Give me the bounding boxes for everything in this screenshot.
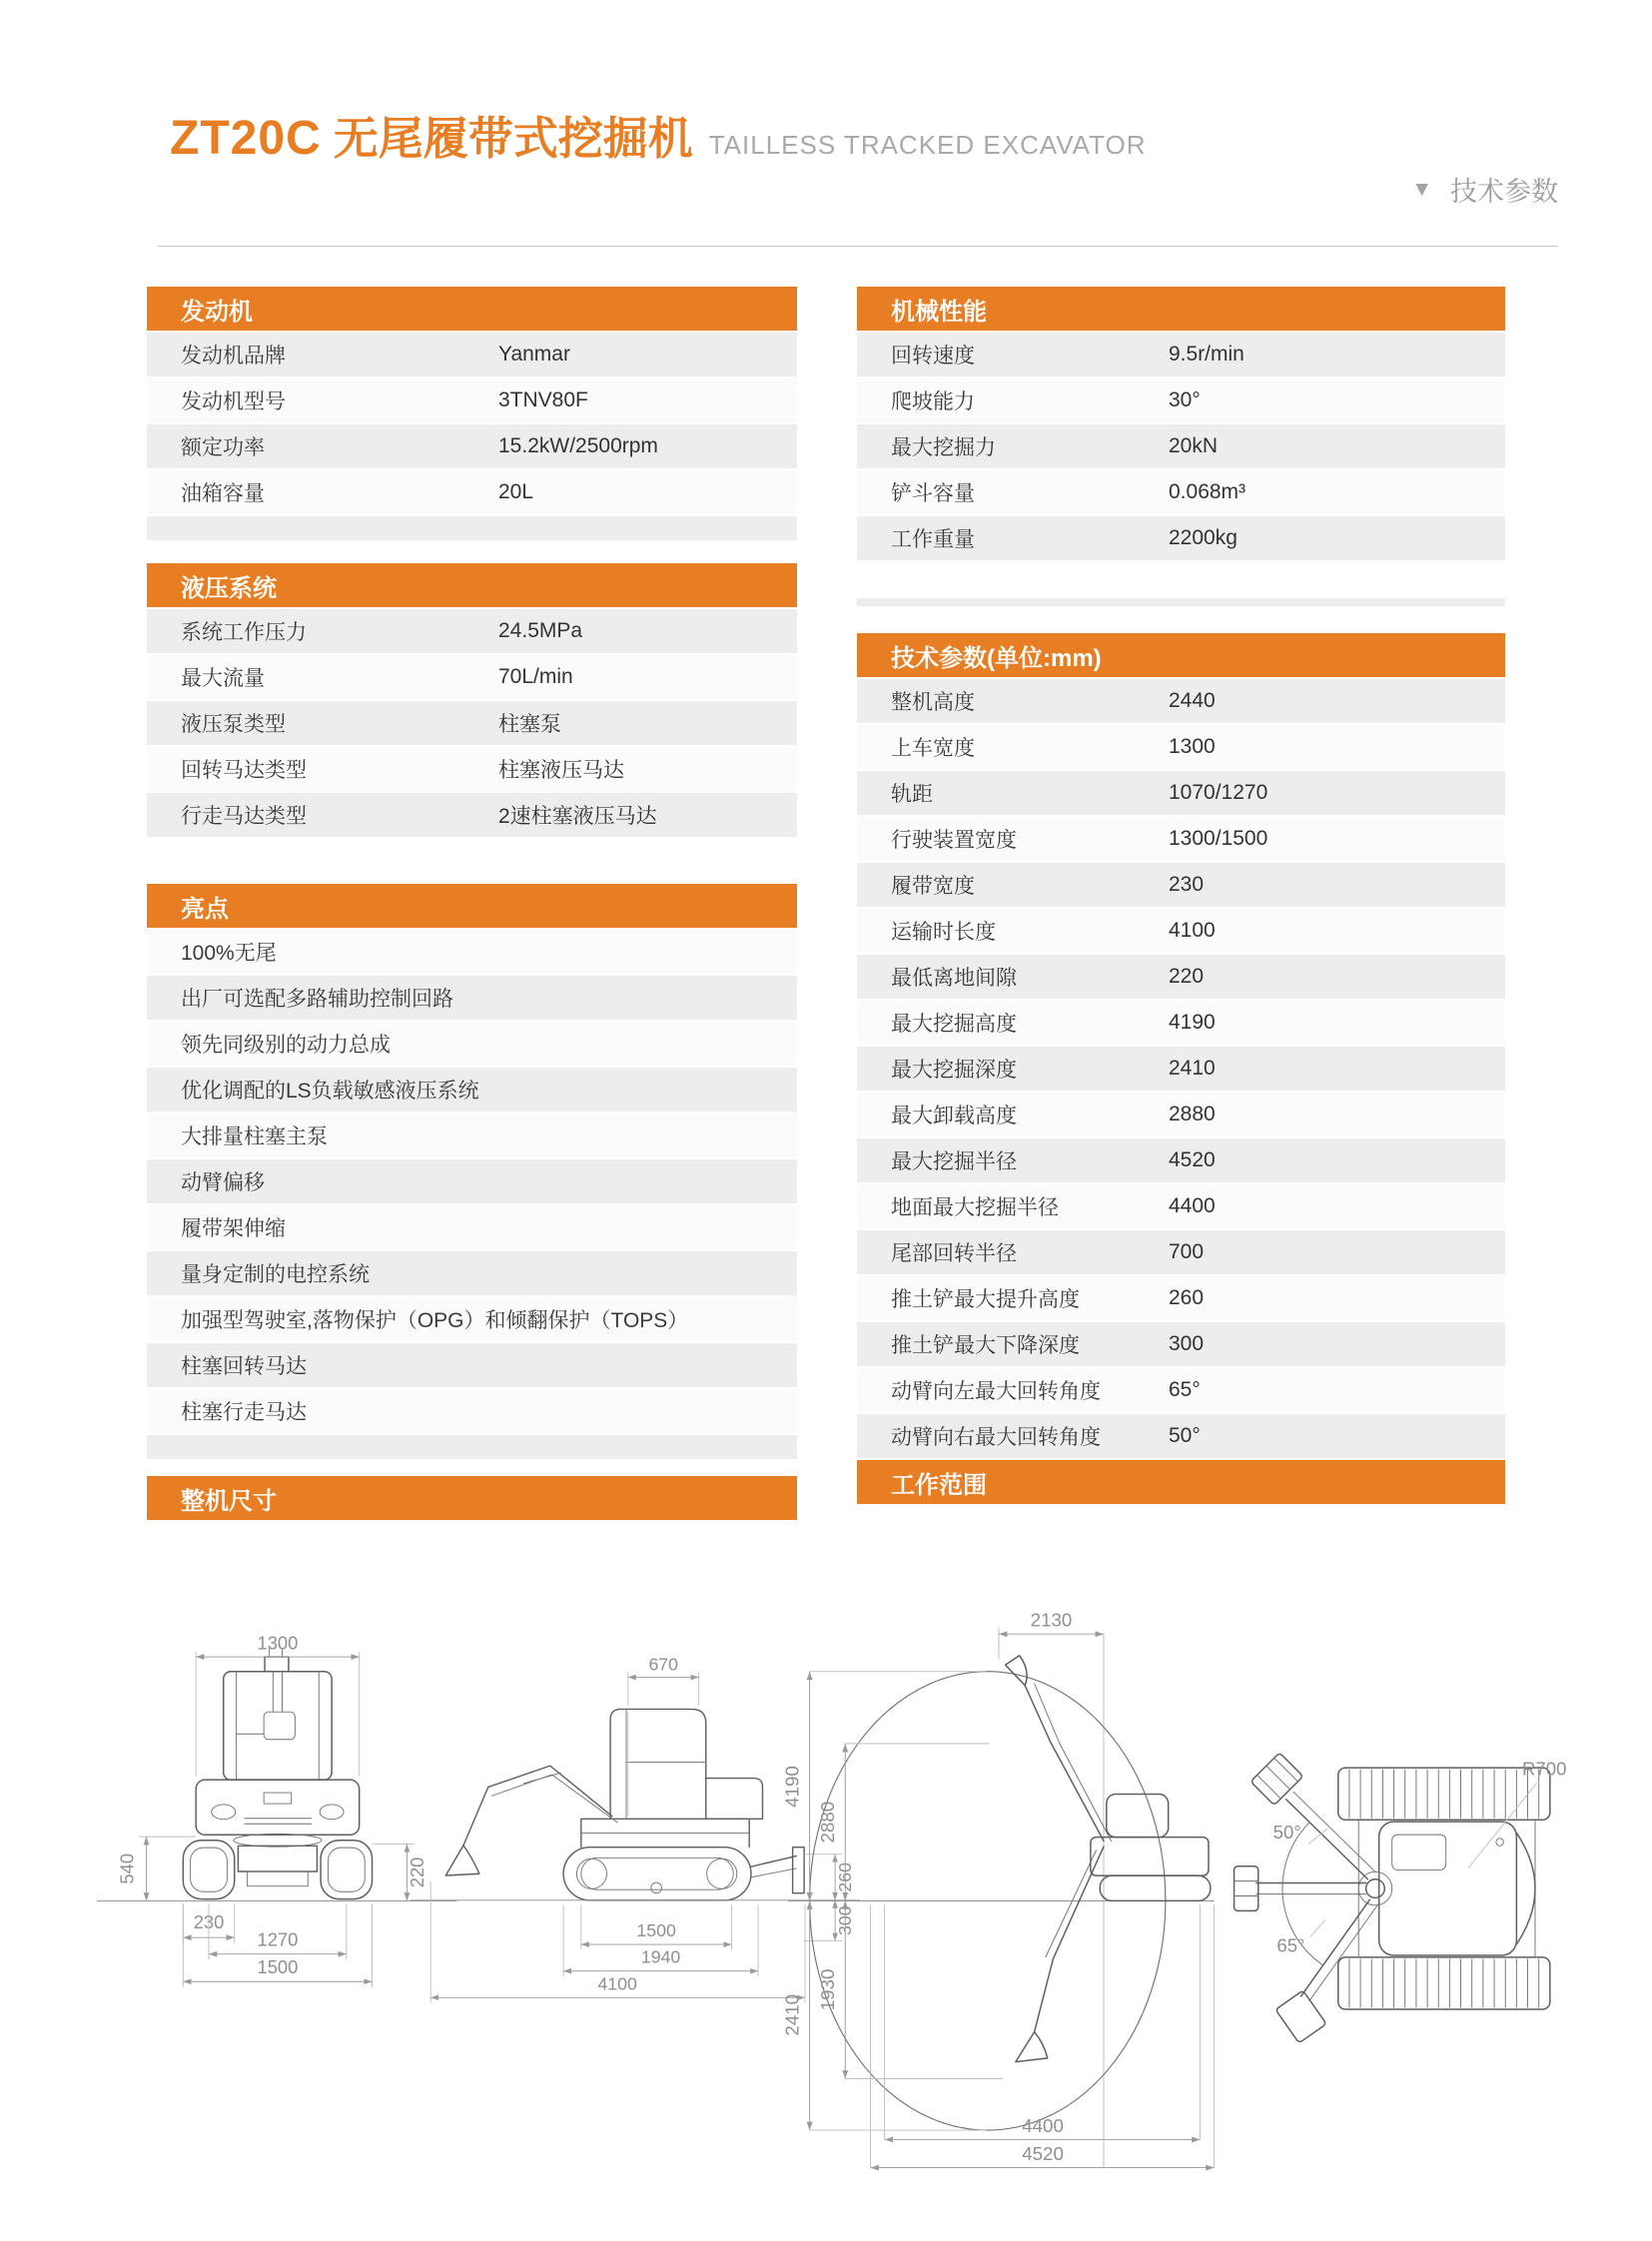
dim-range-max-radius: 4520 (1022, 2143, 1064, 2165)
spec-label: 爬坡能力 (891, 390, 975, 413)
dim-top-tail-radius: R700 (1521, 1758, 1567, 1780)
section-header-performance (857, 287, 1505, 331)
table-spacer-row (147, 516, 797, 540)
table-row (857, 771, 1505, 815)
spec-value: 柱塞泵 (498, 713, 561, 736)
spec-label: 油箱容量 (181, 482, 265, 505)
dim-side-track-length: 1500 (636, 1920, 676, 1941)
highlights-section (147, 884, 797, 1520)
table-row (857, 1322, 1505, 1366)
spec-label: 回转马达类型 (181, 759, 307, 782)
table-row (147, 655, 797, 699)
spec-label: 履带宽度 (891, 875, 975, 898)
spec-value: 260 (1169, 1286, 1205, 1309)
hydraulic-table (147, 609, 797, 837)
section-title: 液压系统 (181, 574, 277, 602)
spec-label: 行走马达类型 (181, 805, 307, 828)
spec-label: 系统工作压力 (181, 621, 307, 644)
table-row (857, 1093, 1505, 1136)
list-item (147, 976, 797, 1020)
highlight-text: 柱塞回转马达 (181, 1355, 307, 1378)
spec-value: 15.2kW/2500rpm (498, 434, 658, 457)
table-row (147, 609, 797, 653)
spec-label: 最大卸载高度 (891, 1105, 1017, 1127)
section-header-hydraulic (147, 563, 797, 607)
spec-value: Yanmar (498, 343, 570, 366)
section-title: 整机尺寸 (181, 1487, 277, 1515)
section-header-dimensions (147, 1476, 797, 1520)
spec-label: 动臂向左最大回转角度 (891, 1380, 1101, 1403)
dim-front-blade-height: 220 (406, 1857, 427, 1888)
spec-value: 9.5r/min (1169, 343, 1244, 366)
table-row (857, 1276, 1505, 1320)
section-title: 亮点 (181, 895, 229, 923)
spec-value: 220 (1169, 965, 1205, 988)
table-row (857, 1230, 1505, 1274)
highlight-text: 动臂偏移 (181, 1171, 265, 1194)
spec-value: 1070/1270 (1169, 781, 1268, 804)
spec-label: 最大挖掘深度 (891, 1059, 1017, 1082)
table-row (147, 747, 797, 791)
list-item (147, 1068, 797, 1112)
spec-label: 工作重量 (891, 528, 975, 551)
page-title (170, 102, 1147, 167)
highlight-text: 100%无尾 (181, 942, 277, 965)
spec-value: 3TNV80F (498, 388, 588, 411)
table-row (857, 1368, 1505, 1412)
section-header-highlights (147, 884, 797, 928)
performance-table (857, 333, 1505, 560)
dim-range-vertical-dig-depth: 1930 (817, 1968, 838, 2011)
table-row (857, 516, 1505, 560)
spec-label: 最大挖掘力 (891, 436, 996, 459)
table-spacer-row (857, 598, 1505, 606)
list-item (147, 930, 797, 974)
section-header-engine (147, 287, 797, 331)
spec-label: 地面最大挖掘半径 (891, 1196, 1059, 1219)
engine-section (147, 287, 797, 540)
model-name: ZT20C (170, 112, 322, 165)
list-item (147, 1389, 797, 1433)
section-header-workrange (857, 1460, 1505, 1504)
spec-value: 230 (1169, 873, 1205, 896)
dim-side-undercarriage-length: 1940 (640, 1946, 681, 1967)
dim-top-swing-right: 50° (1272, 1821, 1301, 1843)
table-row (857, 1184, 1505, 1228)
list-item (147, 1159, 797, 1203)
highlight-text: 加强型驾驶室,落物保护（OPG）和倾翻保护（TOPS） (181, 1309, 689, 1332)
dim-range-top-width: 2130 (1030, 1609, 1073, 1631)
spec-value: 700 (1169, 1240, 1205, 1263)
spec-value: 20kN (1169, 434, 1219, 457)
highlights-list (147, 930, 797, 1433)
section-title: 发动机 (181, 298, 253, 326)
spec-value: 4190 (1169, 1011, 1216, 1034)
tech-params-table (857, 679, 1505, 1458)
spec-label: 尾部回转半径 (891, 1242, 1017, 1265)
spec-label: 最大流量 (181, 667, 265, 690)
table-row (857, 725, 1505, 769)
dim-front-track-gauge: 1270 (257, 1928, 299, 1950)
spec-label: 行驶装置宽度 (891, 829, 1017, 852)
spec-label: 整机高度 (891, 691, 975, 714)
spec-label: 回转速度 (891, 345, 975, 368)
spec-value: 1300/1500 (1169, 827, 1268, 850)
list-item (147, 1205, 797, 1249)
top-view-drawing (1229, 1690, 1628, 2089)
spec-label: 铲斗容量 (891, 482, 975, 505)
spec-value: 50° (1169, 1424, 1201, 1447)
list-item (147, 1114, 797, 1157)
spec-value: 4520 (1169, 1148, 1216, 1171)
dim-front-overall-width: 1300 (257, 1632, 299, 1654)
spec-label: 轨距 (891, 783, 933, 806)
table-row (857, 679, 1505, 723)
table-row (147, 701, 797, 745)
spec-label: 发动机品牌 (181, 345, 286, 368)
section-header-tech-params (857, 633, 1505, 677)
spec-label: 上车宽度 (891, 737, 975, 760)
spec-label: 额定功率 (181, 436, 265, 459)
table-row (857, 1414, 1505, 1458)
highlight-text: 履带架伸缩 (181, 1217, 286, 1240)
highlight-text: 大排量柱塞主泵 (181, 1125, 328, 1148)
list-item (147, 1022, 797, 1066)
dim-side-blade-drop: 300 (835, 1905, 856, 1935)
dim-front-clearance: 540 (116, 1853, 138, 1884)
section-title: 工作范围 (891, 1471, 987, 1499)
spec-value: 2200kg (1169, 526, 1238, 549)
spec-label: 液压泵类型 (181, 713, 286, 736)
table-row (857, 909, 1505, 953)
table-row (147, 470, 797, 514)
table-spacer-row (147, 1435, 797, 1459)
corner-label: 技术参数 (1450, 177, 1558, 207)
spec-value: 70L/min (498, 665, 573, 688)
title-cn: 无尾履带式挖掘机 (333, 113, 693, 164)
table-row (857, 1047, 1505, 1091)
table-row (147, 378, 797, 422)
spec-value: 2880 (1169, 1103, 1216, 1125)
list-item (147, 1343, 797, 1387)
spec-value: 2440 (1169, 689, 1216, 712)
spec-value: 30° (1169, 388, 1201, 411)
list-item (147, 1297, 797, 1341)
table-row (857, 817, 1505, 861)
highlight-text: 出厂可选配多路辅助控制回路 (181, 988, 453, 1011)
dim-side-canopy-width: 670 (648, 1654, 679, 1675)
table-row (857, 863, 1505, 907)
highlight-text: 领先同级别的动力总成 (181, 1034, 391, 1057)
spec-value: 4100 (1169, 919, 1216, 942)
dim-range-max-dig-depth: 2410 (781, 1993, 803, 2036)
dim-range-ground-radius: 4400 (1022, 2114, 1064, 2136)
dim-range-max-dump-height: 2880 (817, 1801, 838, 1844)
table-row (857, 378, 1505, 422)
tech-params-section (857, 633, 1505, 1504)
table-row (857, 1138, 1505, 1182)
spec-value: 0.068m³ (1169, 480, 1246, 503)
section-title: 技术参数(单位:mm) (891, 644, 1102, 672)
corner-tag (1411, 170, 1558, 209)
table-row (857, 424, 1505, 468)
spec-value: 柱塞液压马达 (498, 759, 624, 782)
highlight-text: 柱塞行走马达 (181, 1401, 307, 1424)
table-row (147, 424, 797, 468)
table-row (857, 1001, 1505, 1045)
spec-value: 1300 (1169, 735, 1216, 758)
title-divider (158, 246, 1558, 247)
spec-label: 推土铲最大下降深度 (891, 1334, 1080, 1357)
table-row (857, 333, 1505, 376)
highlight-text: 量身定制的电控系统 (181, 1263, 370, 1286)
performance-section (857, 287, 1505, 606)
table-row (147, 333, 797, 376)
dim-front-overall-track-width: 1500 (257, 1955, 299, 1977)
dim-side-transport-length: 4100 (597, 1973, 637, 1994)
spec-label: 最大挖掘高度 (891, 1013, 1017, 1036)
spec-value: 4400 (1169, 1194, 1216, 1217)
highlight-text: 优化调配的LS负载敏感液压系统 (181, 1080, 479, 1103)
dim-front-track-shoe: 230 (193, 1910, 225, 1932)
engine-table (147, 333, 797, 514)
spec-label: 推土铲最大提升高度 (891, 1288, 1080, 1311)
spec-value: 65° (1169, 1378, 1201, 1401)
triangle-down-icon: ▼ (1411, 178, 1432, 201)
spec-label: 最低离地间隙 (891, 967, 1017, 990)
spec-value: 2速柱塞液压马达 (498, 805, 657, 828)
dim-range-max-dig-height: 4190 (781, 1766, 803, 1808)
spec-label: 最大挖掘半径 (891, 1150, 1017, 1173)
table-row (147, 793, 797, 837)
list-item (147, 1251, 797, 1295)
working-range-drawing (774, 1592, 1224, 2191)
table-row (857, 955, 1505, 999)
hydraulic-section (147, 563, 797, 837)
spec-value: 20L (498, 480, 534, 503)
section-title: 机械性能 (891, 298, 987, 326)
table-row (857, 470, 1505, 514)
dim-side-blade-lift: 260 (835, 1862, 856, 1892)
right-column (857, 287, 1505, 1520)
dim-top-swing-left: 65° (1276, 1934, 1305, 1956)
spec-label: 运输时长度 (891, 921, 996, 944)
spec-value: 2410 (1169, 1057, 1216, 1080)
spec-columns (147, 287, 1505, 1520)
spec-value: 24.5MPa (498, 619, 583, 642)
title-en: TAILLESS TRACKED EXCAVATOR (708, 130, 1147, 160)
spec-label: 动臂向右最大回转角度 (891, 1426, 1101, 1449)
spec-label: 发动机型号 (181, 390, 286, 413)
left-column (147, 287, 797, 1520)
spec-value: 300 (1169, 1332, 1205, 1355)
